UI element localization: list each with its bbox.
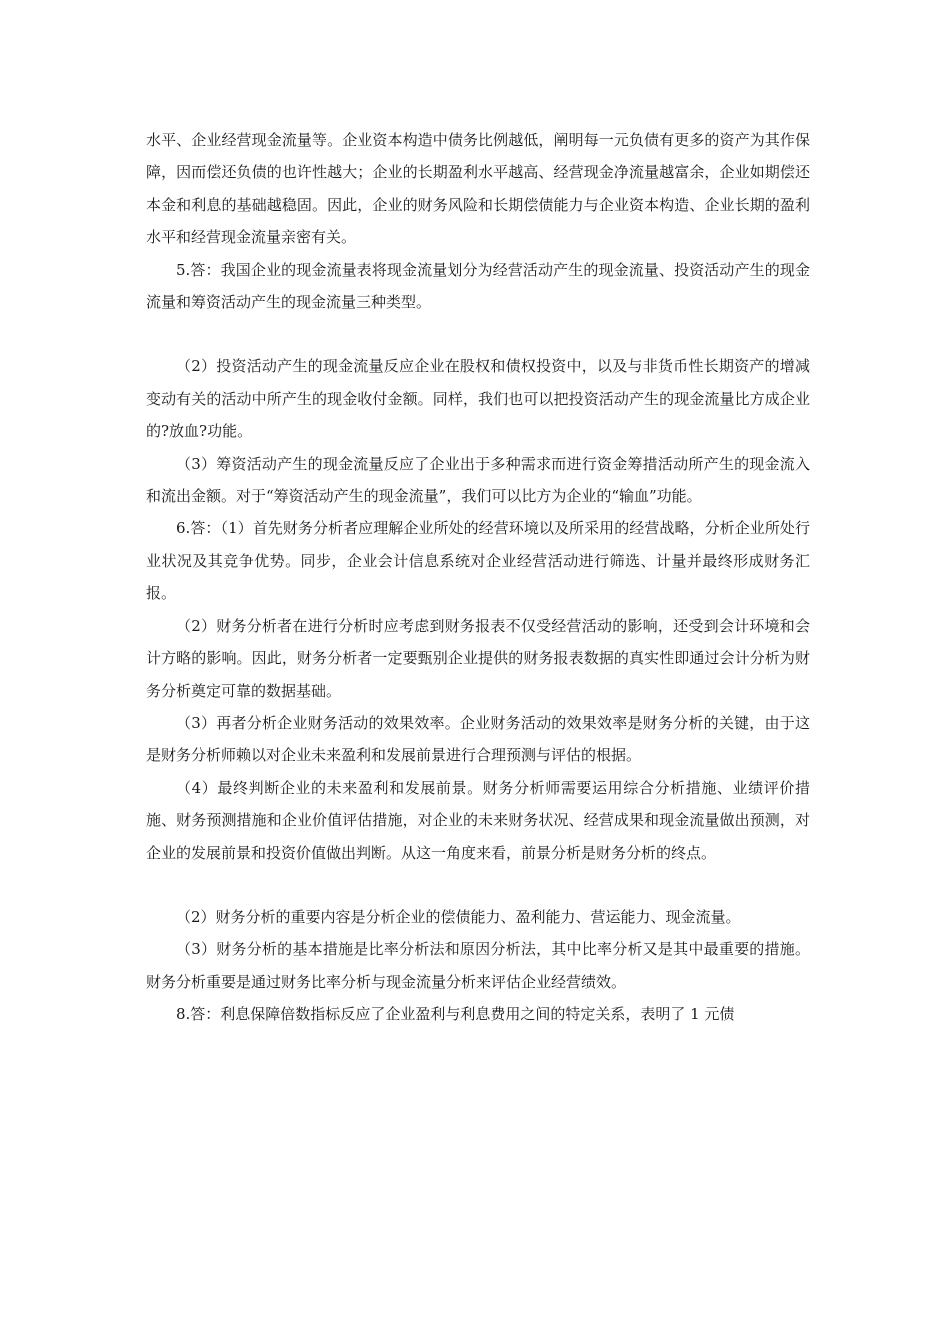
paragraph-6-4: （4）最终判断企业的未来盈利和发展前景。财务分析师需要运用综合分析措施、业绩评价措施、财务预测措施和企业价值评估措施，对企业的未来财务状况、经营成果和现金流量做出预测，对企业的发展前景和投资价值做出判断。从这一角度来看，前景分析是财务分析的终点。: [146, 778, 810, 862]
paragraph-7-3: （3）财务分析的基本措施是比率分析法和原因分析法，其中比率分析又是其中最重要的措施。财务分析重要是通过财务比率分析与现金流量分析来评估企业经营绩效。: [146, 940, 810, 991]
paragraph-answer-5: 5.答：我国企业的现金流量表将现金流量划分为经营活动产生的现金流量、投资活动产生的现金流量和筹资活动产生的现金流量三种类型。: [146, 260, 810, 312]
paragraph-7-2: （2）财务分析的重要内容是分析企业的偿债能力、盈利能力、营运能力、现金流量。: [176, 907, 741, 926]
paragraph-1: 水平、企业经营现金流量等。企业资本构造中债务比例越低，阐明每一元负债有更多的资产为其作保障，因而偿还负债的也许性越大；企业的长期盈利水平越高、经营现金净流量越富余，企业如期偿还本金和利息的基础越稳固。因此，企业的财务风险和长期偿债能力与企业资本构造、企业长期的盈利水平和经营现金流量亲密有关。: [146, 131, 810, 247]
paragraph-gap: [146, 318, 810, 350]
document-body: [146, 124, 810, 1031]
paragraph-answer-6: 6.答：（1）首先财务分析者应理解企业所处的经营环境以及所采用的经营战略，分析企业所处行业状况及其竞争优势。同步，企业会计信息系统对企业经营活动进行筛选、计量并最终形成财务汇报。: [146, 519, 810, 603]
paragraph-financing-cashflow: （3）筹资活动产生的现金流量反应了企业出于多种需求而进行资金筹措活动所产生的现金流入和流出金额。对于“筹资活动产生的现金流量”，我们可以比方为企业的“输血”功能。: [146, 454, 810, 506]
paragraph-answer-8: 8.答：利息保障倍数指标反应了企业盈利与利息费用之间的特定关系，表明了 1 元债: [176, 1005, 735, 1024]
paragraph-gap: [146, 869, 810, 901]
paragraph-investing-cashflow: （2）投资活动产生的现金流量反应企业在股权和债权投资中，以及与非货币性长期资产的增减变动有关的活动中所产生的现金收付金额。同样，我们也可以把投资活动产生的现金流量比方成企业的?放血?功能。: [146, 357, 810, 441]
paragraph-6-3: （3）再者分析企业财务活动的效果效率。企业财务活动的效果效率是财务分析的关键，由于这是财务分析师赖以对企业未来盈利和发展前景进行合理预测与评估的根据。: [146, 713, 810, 765]
paragraph-6-2: （2）财务分析者在进行分析时应考虑到财务报表不仅受经营活动的影响，还受到会计环境和会计方略的影响。因此，财务分析者一定要甄别企业提供的财务报表数据的真实性即通过会计分析为财务分析奠定可靠的数据基础。: [146, 616, 810, 700]
